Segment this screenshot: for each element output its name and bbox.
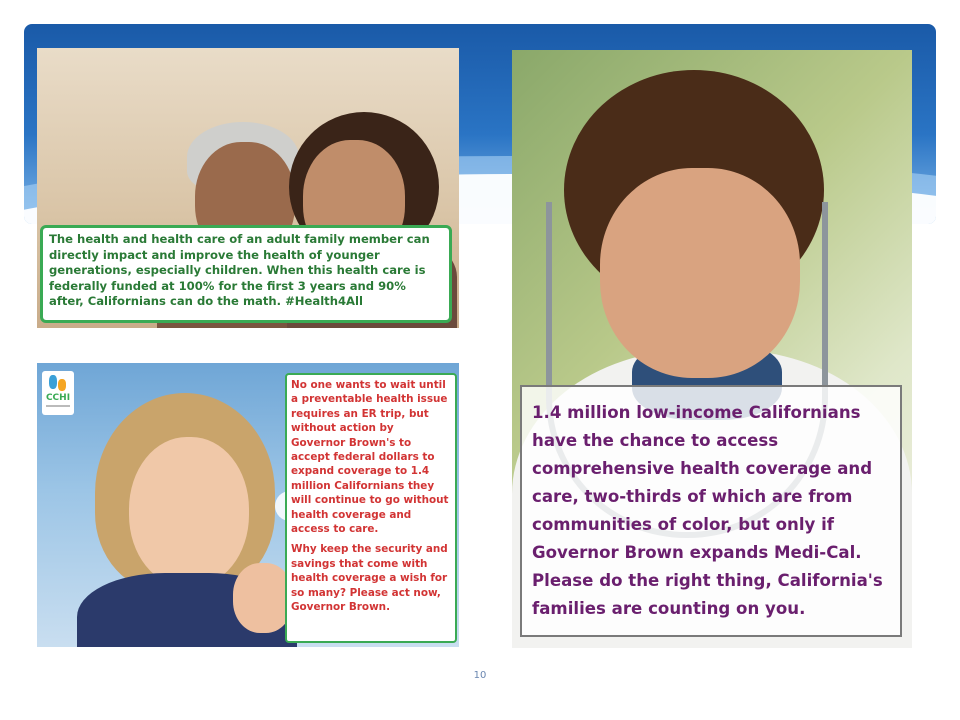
er-trip-message-box xyxy=(285,373,457,643)
girl-hand xyxy=(233,563,293,633)
health4all-caption: The health and health care of an adult family member can directly impact and improve the health of younger generations, especially children. When this health care is federally funded at 100% for the first 3 years and 90% after, Californians can do the math. #Health4All xyxy=(40,225,452,323)
logo-subline xyxy=(46,405,70,407)
logo-figure-icon xyxy=(58,379,66,391)
er-trip-paragraph: No one wants to wait until a preventable health issue requires an ER trip, but without action by Governor Brown's to accept federal dollars to expand coverage to 1.4 million Californians they will continue to go without health coverage and access to care. xyxy=(291,379,449,536)
logo-text: CCHI xyxy=(45,393,71,403)
cchi-logo xyxy=(42,371,74,415)
logo-figure-icon xyxy=(49,375,57,389)
medi-cal-overlay-text: 1.4 million low-income Californians have the chance to access comprehensive health coverage and care, two-thirds of which are from communities of color, but only if Governor Brown expands Medi-Cal. Please do the right thing, California's families are counting on you. xyxy=(520,385,902,637)
girl-face xyxy=(129,437,249,587)
security-savings-paragraph: Why keep the security and savings that come with health coverage a wish for so many? Please act now, Governor Brown. xyxy=(291,543,448,614)
page-number: 10 xyxy=(473,670,487,681)
